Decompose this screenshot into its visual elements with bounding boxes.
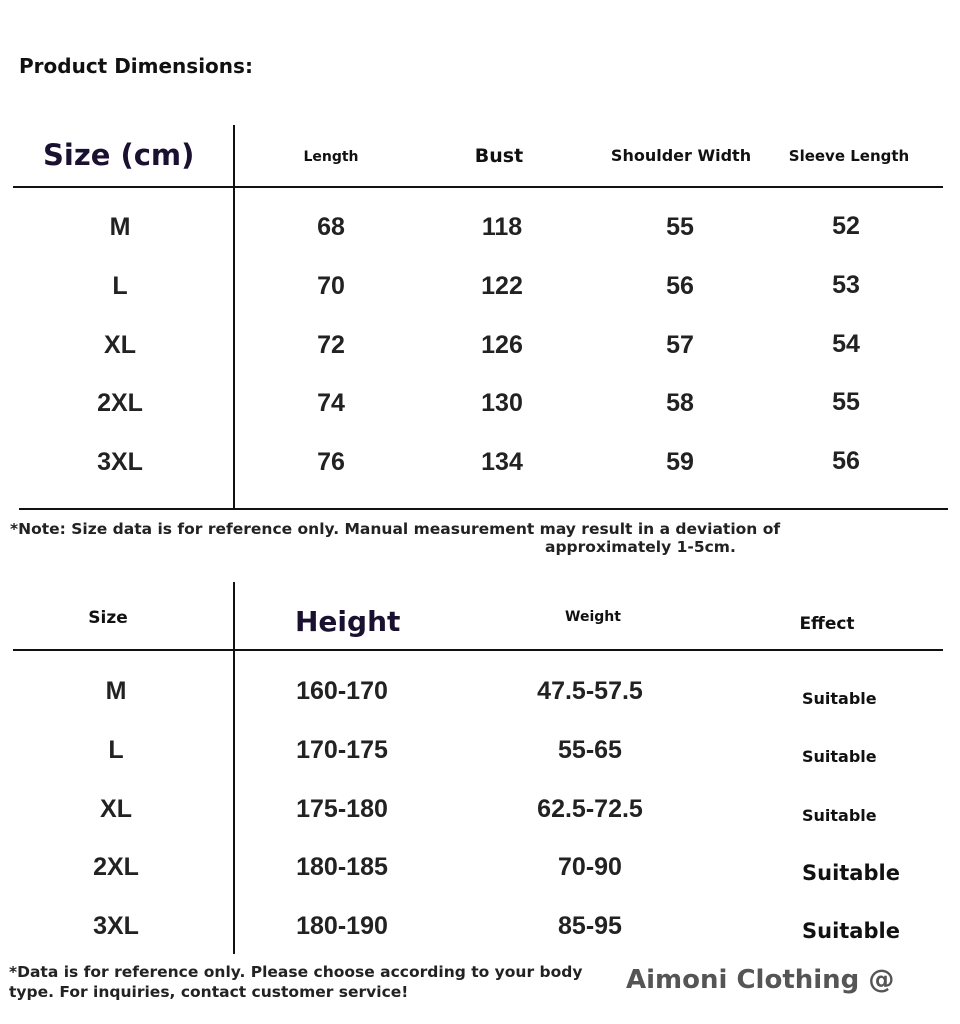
table-cell: Suitable: [802, 919, 900, 943]
table-cell: 56: [666, 272, 694, 300]
table-cell: 72: [317, 331, 345, 359]
header-shoulder-width: Shoulder Width: [610, 146, 752, 165]
header-bust: Bust: [474, 145, 524, 167]
table-cell: 54: [832, 330, 860, 358]
table-cell: 134: [481, 448, 523, 476]
header-length: Length: [303, 149, 359, 165]
table-cell: 70-90: [558, 853, 622, 881]
table-cell: 160-170: [296, 677, 388, 705]
table-divider: [233, 582, 235, 954]
table-cell: 76: [317, 448, 345, 476]
table-cell: 85-95: [558, 912, 622, 940]
table-cell: 68: [317, 213, 345, 241]
table-cell: 118: [481, 213, 523, 241]
bottom-rule: [19, 508, 948, 510]
table-cell: 3XL: [97, 448, 143, 476]
header-height: Height: [295, 605, 401, 638]
size-note-line2: approximately 1-5cm.: [545, 538, 736, 556]
header-rule: [13, 186, 943, 188]
table-cell: Suitable: [802, 806, 877, 825]
table-cell: XL: [100, 795, 132, 823]
table-cell: 2XL: [97, 389, 143, 417]
table-cell: 55-65: [558, 736, 622, 764]
table-cell: 70: [317, 272, 345, 300]
table-cell: 58: [666, 389, 694, 417]
table-cell: 74: [317, 389, 345, 417]
table-cell: L: [112, 272, 128, 300]
table-cell: 56: [832, 447, 860, 475]
page-title: Product Dimensions:: [19, 54, 253, 78]
table-cell: 59: [666, 448, 694, 476]
table-cell: M: [109, 213, 131, 241]
table-cell: L: [108, 736, 124, 764]
table-cell: 2XL: [93, 853, 139, 881]
table-cell: Suitable: [802, 861, 900, 885]
table-cell: 57: [666, 331, 694, 359]
table-cell: 55: [832, 388, 860, 416]
table-cell: XL: [104, 331, 136, 359]
table-cell: 130: [481, 389, 523, 417]
table-cell: Suitable: [802, 747, 877, 766]
table-cell: 175-180: [296, 795, 388, 823]
header-sleeve-length: Sleeve Length: [788, 147, 910, 165]
header-weight: Weight: [565, 609, 621, 625]
header-size: Size (cm): [43, 138, 195, 172]
table-cell: 47.5-57.5: [537, 677, 643, 705]
table-cell: 126: [481, 331, 523, 359]
header-size: Size: [88, 608, 128, 628]
table-cell: 180-190: [296, 912, 388, 940]
table-cell: 55: [666, 213, 694, 241]
fit-note-line1: *Data is for reference only. Please choose according to your body: [9, 963, 583, 981]
table-cell: Suitable: [802, 689, 877, 708]
table-cell: M: [105, 677, 127, 705]
size-note-line1: *Note: Size data is for reference only. Manual measurement may result in a deviation of: [10, 520, 781, 538]
table-cell: 53: [832, 271, 860, 299]
header-rule: [13, 649, 943, 651]
table-divider: [233, 125, 235, 509]
brand-watermark: Aimoni Clothing @: [626, 965, 895, 995]
fit-note-line2: type. For inquiries, contact customer service!: [9, 983, 409, 1001]
table-cell: 170-175: [296, 736, 388, 764]
table-cell: 52: [832, 212, 860, 240]
table-cell: 3XL: [93, 912, 139, 940]
header-effect: Effect: [799, 614, 855, 634]
table-cell: 62.5-72.5: [537, 795, 643, 823]
table-cell: 122: [481, 272, 523, 300]
table-cell: 180-185: [296, 853, 388, 881]
